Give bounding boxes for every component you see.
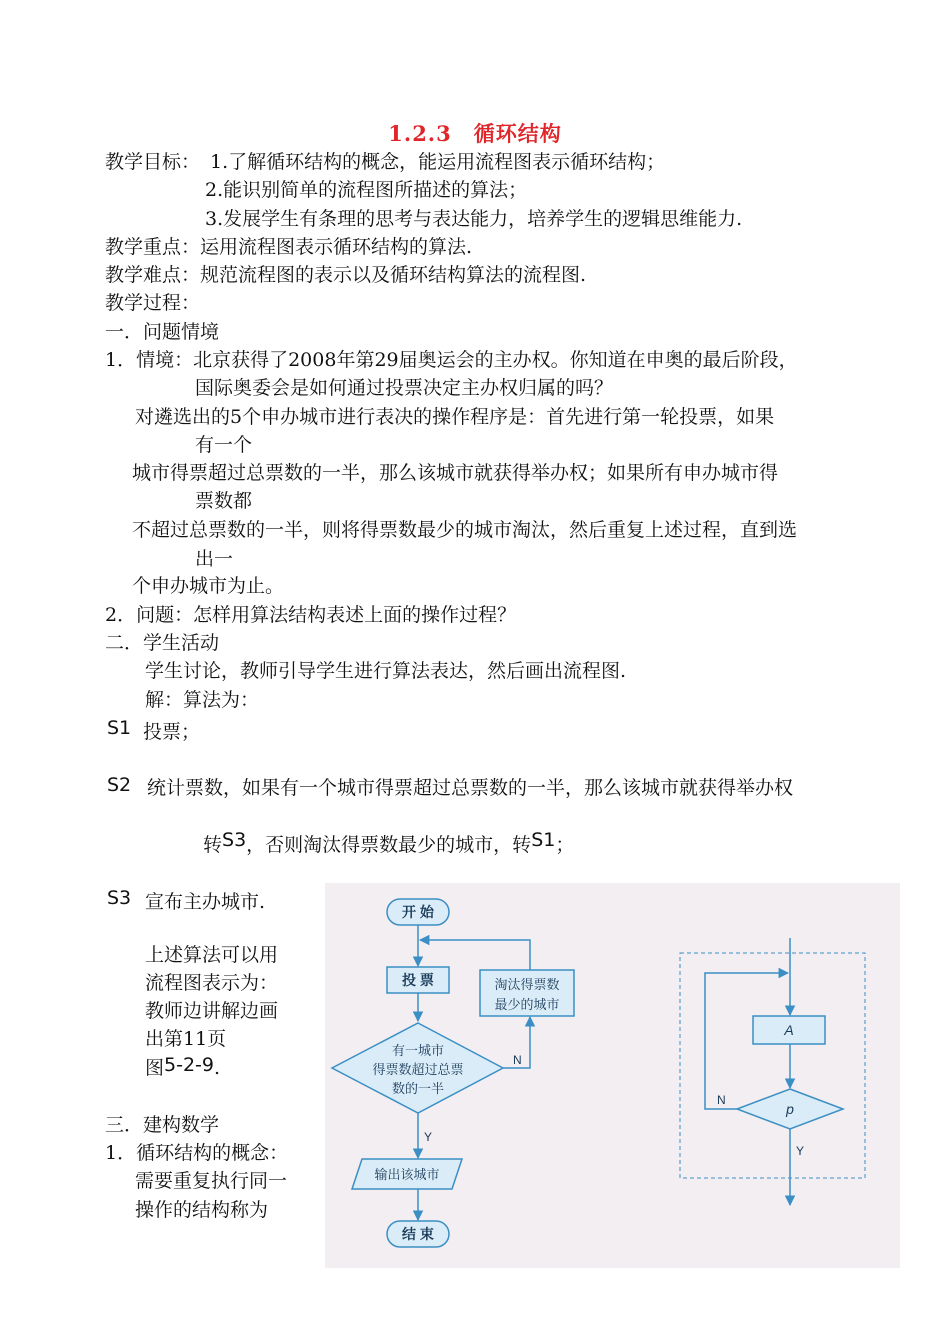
decision-no-label: N (513, 1053, 522, 1067)
step-s3-label: S3 (107, 887, 132, 909)
side-text-5 (145, 1056, 220, 1080)
side-text-3: 教师边讲解边画 (145, 1000, 279, 1022)
figure-ref-prefix: 图 (145, 1057, 165, 1079)
step-s2-label: S2 (107, 774, 132, 796)
eliminate-line-2: 最少的城市 (494, 997, 560, 1012)
output-label: 输出该城市 (374, 1167, 440, 1182)
scenario-line-9: 个申办城市为止。 (132, 575, 285, 597)
loop-yes-label: Y (796, 1144, 805, 1158)
flowchart-figure (325, 883, 900, 1268)
decision-yes-label: Y (424, 1130, 433, 1144)
step-s1-label: S1 (107, 717, 132, 739)
figure-ref-end: . (214, 1057, 221, 1079)
side-text-1: 上述算法可以用 (145, 944, 279, 966)
loop-box-a-label: A (784, 1022, 794, 1038)
decision-line-3: 数的一半 (391, 1081, 445, 1096)
s2-goto-prefix: 转 (203, 834, 223, 856)
scenario-line-5: 城市得票超过总票数的一半，那么该城市就获得举办权；如果所有申办城市得 (132, 462, 779, 484)
section-2-heading: 二．学生活动 (105, 632, 220, 654)
difficulty: 教学难点：规范流程图的表示以及循环结构算法的流程图. (105, 264, 587, 286)
activity-line-1: 学生讨论，教师引导学生进行算法表达，然后画出流程图. (145, 660, 627, 682)
vote-label: 投 票 (402, 972, 434, 988)
concept-line-2: 需要重复执行同一 (135, 1170, 288, 1192)
section-3-heading: 三．建构数学 (105, 1114, 220, 1136)
goals-label: 教学目标： (105, 151, 201, 173)
start-label: 开 始 (402, 904, 434, 920)
step-s2-text: 统计票数，如果有一个城市得票超过总票数的一半，那么该城市就获得举办权 (147, 777, 794, 799)
figure-ref-number: 5‐2‐9 (164, 1054, 214, 1076)
decision-line-1: 有一城市 (391, 1043, 445, 1058)
goal-2: 2.能识别简单的流程图所描述的算法； (205, 179, 528, 201)
goal-1: 1.了解循环结构的概念，能运用流程图表示循环结构； (210, 151, 666, 173)
s2-goto-middle: ，否则淘汰得票数最少的城市，转 (246, 834, 532, 856)
goal-3: 3.发展学生有条理的思考与表达能力，培养学生的逻辑思维能力. (205, 208, 743, 230)
end-label: 结 束 (402, 1226, 434, 1242)
page-title: 1.2.3 循环结构 (388, 121, 562, 146)
step-s1-text: 投票； (143, 721, 201, 743)
scenario-line-8: 出一 (195, 548, 234, 570)
side-text-4: 出第11页 (145, 1028, 227, 1050)
scenario-line-2: 国际奥委会是如何通过投票决定主办权归属的吗？ (195, 377, 614, 399)
loop-decision-p-label: p (786, 1101, 794, 1117)
key-point: 教学重点：运用流程图表示循环结构的算法. (105, 236, 473, 258)
eliminate-line-1: 淘汰得票数 (494, 977, 560, 992)
s2-goto-s1: S1 (531, 829, 556, 851)
activity-line-2: 解：算法为： (145, 689, 260, 711)
scenario-line-3: 对遴选出的5个申办城市进行表决的操作程序是：首先进行第一轮投票，如果 (135, 406, 775, 428)
scenario-line-7: 不超过总票数的一半，则将得票数最少的城市淘汰，然后重复上述过程，直到选 (132, 519, 798, 541)
concept-line-1: 1．循环结构的概念： (105, 1142, 289, 1164)
scenario-line-6: 票数都 (195, 490, 253, 512)
loop-no-label: N (717, 1093, 726, 1107)
section-1-heading: 一．问题情境 (105, 321, 220, 343)
concept-line-3: 操作的结构称为 (135, 1199, 269, 1221)
s2-goto-end: ； (555, 834, 575, 856)
side-text-2: 流程图表示为： (145, 972, 279, 994)
scenario-line-1: 1．情境：北京获得了2008年第29届奥运会的主办权。你知道在申奥的最后阶段， (105, 349, 798, 371)
scenario-line-4: 有一个 (195, 434, 253, 456)
step-s2-continuation (203, 829, 575, 857)
step-s3-text: 宣布主办城市. (145, 891, 266, 913)
process-heading: 教学过程： (105, 292, 201, 314)
decision-line-2: 得票数超过总票 (372, 1062, 464, 1077)
question-2: 2．问题：怎样用算法结构表述上面的操作过程？ (105, 604, 517, 626)
s2-goto-s3: S3 (222, 829, 247, 851)
